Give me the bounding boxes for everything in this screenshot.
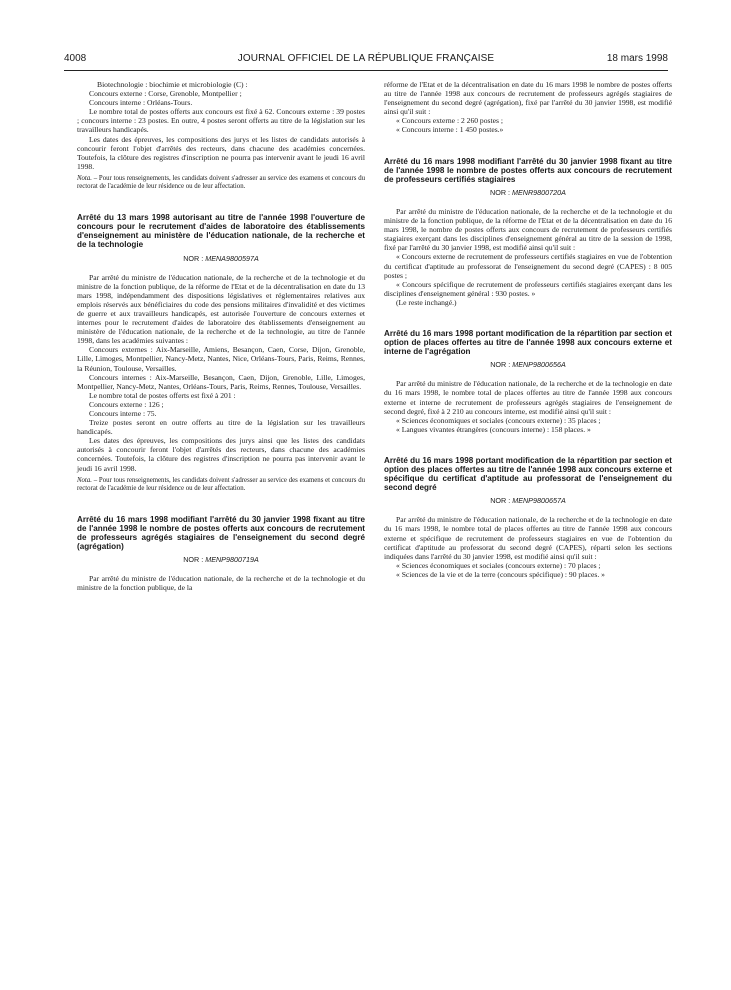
article-1-nor-code: MENA9800597A: [205, 253, 259, 263]
article-1-paragraph: Concours externe : 126 ;: [89, 399, 164, 409]
article-3-body: [384, 207, 672, 307]
article-2-paragraph: réforme de l'Etat et de la décentralisation en date du 16 mars 1998 le nombre de postes offerts au titre de l'année 1998 aux concours de recrutement de professeurs agrégés stagiaires de l'enseignement du second degré (agrégation), fixé par l'arrêté du 30 janvier 1998, est modifié ainsi qu'il suit :: [384, 80, 672, 117]
article-3-paragraph: Par arrêté du ministre de l'éducation nationale, de la recherche et de la technologie et du ministre de la fonction publique, de la réforme de l'Etat et de la décentralisation en date du 16 mars 1998, le nombre de postes offerts aux concours de recrutement de professeurs certifiés stagiaires exerçant dans les disciplines d'enseignement général au titre de la session de 1998, fixé par l'arrêté du 30 janvier 1998, est modifié ainsi qu'il suit :: [384, 206, 672, 253]
article-4-paragraph: « Sciences économiques et sociales (concours externe) : 35 places ;: [396, 415, 601, 425]
page-number: 4008: [64, 53, 87, 64]
article-1-body: [77, 273, 365, 473]
article-5-nor: NOR : MENP9800657A: [490, 496, 566, 506]
article-5-paragraph: Par arrêté du ministre de l'éducation nationale, de la recherche et de la technologie en date du 16 mars 1998, le nombre total de places offertes au titre de l'année 1998 aux concours externe et spécifique de recrutement de professeurs stagiaires en vue de l'obtention du certificat d'aptitude au professorat du second degré (CAPES), réparti selon les sections indiquées dans l'arrêté du 30 janvier 1998, est modifié ainsi qu'il suit :: [384, 515, 672, 561]
note-2-text: – Pour tous renseignements, les candidats doivent s'adresser au service des examens et concours du rectorat de l'académie de leur résidence ou de leur affectation.: [77, 476, 365, 492]
intro-paragraph: Le nombre total de postes offerts aux concours est fixé à 62. Concours externe : 39 postes ; concours interne : 23 postes. En outre, 4 postes seront offerts au titre de la législation sur les travailleurs handicapés.: [77, 107, 365, 135]
note-1-label: Nota.: [77, 174, 92, 182]
article-3-paragraph: « Concours spécifique de recrutement de professeurs certifiés stagiaires exerçant dans les disciplines d'enseignement général : 930 postes. »: [384, 279, 672, 298]
journal-title: JOURNAL OFFICIEL DE LA RÉPUBLIQUE FRANÇAISE: [237, 53, 495, 64]
issue-date: 18 mars 1998: [606, 53, 668, 64]
article-3-nor: NOR : MENR9800720A: [490, 187, 566, 197]
article-4-title: Arrêté du 16 mars 1998 portant modification de la répartition par section et option de places offertes au titre de l'année 1998 aux concours externe et interne de l'agrégation: [384, 328, 672, 357]
article-3-paragraph: « Concours externe de recrutement de professeurs certifiés stagiaires en vue de l'obtention du certificat d'aptitude au professorat de l'enseignement du second degré (CAPES) : 8 005 postes ;: [384, 252, 672, 280]
intro-paragraph: Les dates des épreuves, les compositions des jurys et les listes de candidats autorisés à concourir feront l'objet d'arrêtés des recteurs, dans chacune des académies concernées. Toutefois, la clôture des registres d'inscription ne pourra pas intervenir avant le jeudi 16 avril 1998.: [77, 134, 365, 171]
article-1-paragraph: Par arrêté du ministre de l'éducation nationale, de la recherche et de la technologie et du ministre de la fonction publique, de la réforme de l'Etat et de la décentralisation en date du 13 mars 1998, indépendamment des dispositions législatives et réglementaires relatives aux emplois réservés aux bénéficiaires du code des pensions militaires d'invalidité et des victimes de guerre et aux travailleurs handicapés, est autorisée l'ouverture de concours externes et internes pour le recrutement d'aides de laboratoire des établissements d'enseignement au ministère de l'éducation nationale, de la recherche et de la technologie, au titre de l'année 1998, dans les académies suivantes :: [77, 272, 365, 346]
article-5-title: Arrêté du 16 mars 1998 portant modification de la répartition par section et option des places offertes au titre de l'année 1998 aux concours externe et spécifique du certificat d'aptitude au professorat de l'enseignement du second degré: [384, 455, 672, 493]
article-5-paragraph: « Sciences de la vie et de la terre (concours spécifique) : 90 places. »: [396, 569, 605, 579]
article-5-paragraph: « Sciences économiques et sociales (concours externe) : 70 places ;: [396, 560, 601, 570]
header-rule: [64, 70, 668, 71]
article-1-paragraph: Concours interne : 75.: [89, 409, 157, 418]
left-column: [77, 80, 365, 593]
article-1-paragraph: Concours internes : Aix-Marseille, Besançon, Caen, Dijon, Grenoble, Lille, Limoges, Montpellier, Nancy-Metz, Nantes, Orléans-Tours, Paris, Reims, Rennes, Toulouse, Versailles.: [77, 372, 365, 391]
article-1-nor: NOR : MENA9800597A: [183, 253, 259, 263]
intro-paragraph: Concours interne : Orléans-Tours.: [89, 98, 193, 108]
note-2-label: Nota.: [77, 476, 92, 484]
article-1-title: Arrêté du 13 mars 1998 autorisant au titre de l'année 1998 l'ouverture de concours pour le recrutement d'aides de laboratoire des établissements d'enseignement au ministère de l'éducation nationale, de la recherche et de la technologie: [77, 213, 365, 250]
page-header: [64, 53, 668, 67]
intro-section: [77, 80, 365, 171]
article-4-nor: NOR : MENP9800656A: [490, 360, 566, 370]
article-2-nor: NOR : MENP9800719A: [183, 555, 259, 565]
article-4-nor-code: MENP9800656A: [512, 360, 566, 370]
article-4-paragraph: « Langues vivantes étrangères (concours interne) : 158 places. »: [396, 424, 591, 434]
article-3-title: Arrêté du 16 mars 1998 modifiant l'arrêté du 30 janvier 1998 fixant au titre de l'année 1998 le nombre de postes offerts aux concours de recrutement de professeurs certifiés stagiaires: [384, 156, 672, 184]
article-2-body-start: Par arrêté du ministre de l'éducation nationale, de la recherche et de la technologie et du ministre de la fonction publique, de la: [77, 574, 365, 593]
note-2: [77, 477, 365, 493]
article-2-body-continued: [384, 80, 672, 135]
note-1: [77, 175, 365, 191]
intro-paragraph: Concours externe : Corse, Grenoble, Montpellier ;: [89, 89, 242, 99]
article-4-body: [384, 379, 672, 434]
article-1-paragraph: Treize postes seront en outre offerts au titre de la législation sur les travailleurs handicapés.: [77, 418, 365, 437]
intro-paragraph: Biotechnologie : biochimie et microbiologie (C) :: [97, 80, 248, 89]
article-1-paragraph: Les dates des épreuves, les compositions des jurys ainsi que les listes des candidats autorisés à concourir feront l'objet d'arrêtés des recteurs, dans chacune des académies concernées. Toutefois, la clôture des registres d'inscription ne pourra pas intervenir avant le jeudi 16 avril 1998.: [77, 436, 365, 473]
right-column: [384, 80, 672, 579]
article-2-paragraph: « Concours externe : 2 260 postes ;: [396, 116, 503, 126]
article-5-nor-code: MENP9800657A: [512, 496, 566, 506]
article-2-nor-code: MENP9800719A: [205, 555, 259, 565]
article-3-nor-code: MENR9800720A: [512, 187, 566, 197]
note-1-text: – Pour tous renseignements, les candidats doivent s'adresser au service des examens et concours du rectorat de l'académie de leur résidence ou de leur affectation.: [77, 174, 365, 191]
article-2-paragraph: « Concours interne : 1 450 postes.»: [396, 125, 504, 135]
article-3-paragraph: (Le reste inchangé.): [396, 297, 457, 307]
article-1-paragraph: Concours externes : Aix-Marseille, Amiens, Besançon, Caen, Corse, Dijon, Grenoble, Lille, Limoges, Montpellier, Nancy-Metz, Nantes, Nice, Orléans-Tours, Paris, Reims, Rennes, la Réunion, Toulouse, Versailles.: [77, 345, 365, 373]
article-5-body: [384, 515, 672, 579]
article-4-paragraph: Par arrêté du ministre de l'éducation nationale, de la recherche et de la technologie en date du 16 mars 1998, le nombre total de places offertes au titre de l'année 1998 aux concours externe et interne de recrutement de professeurs agrégés stagiaires de l'enseignement de second degré, fixé à 2 210 au concours interne, est modifié ainsi qu'il suit :: [384, 379, 672, 416]
article-2-title: Arrêté du 16 mars 1998 modifiant l'arrêté du 30 janvier 1998 fixant au titre de l'année 1998 le nombre de postes offerts aux concours de recrutement de professeurs agrégés stagiaires de l'enseignement du second degré (agrégation): [77, 514, 365, 552]
article-1-paragraph: Le nombre total de postes offerts est fixé à 201 :: [89, 390, 236, 400]
